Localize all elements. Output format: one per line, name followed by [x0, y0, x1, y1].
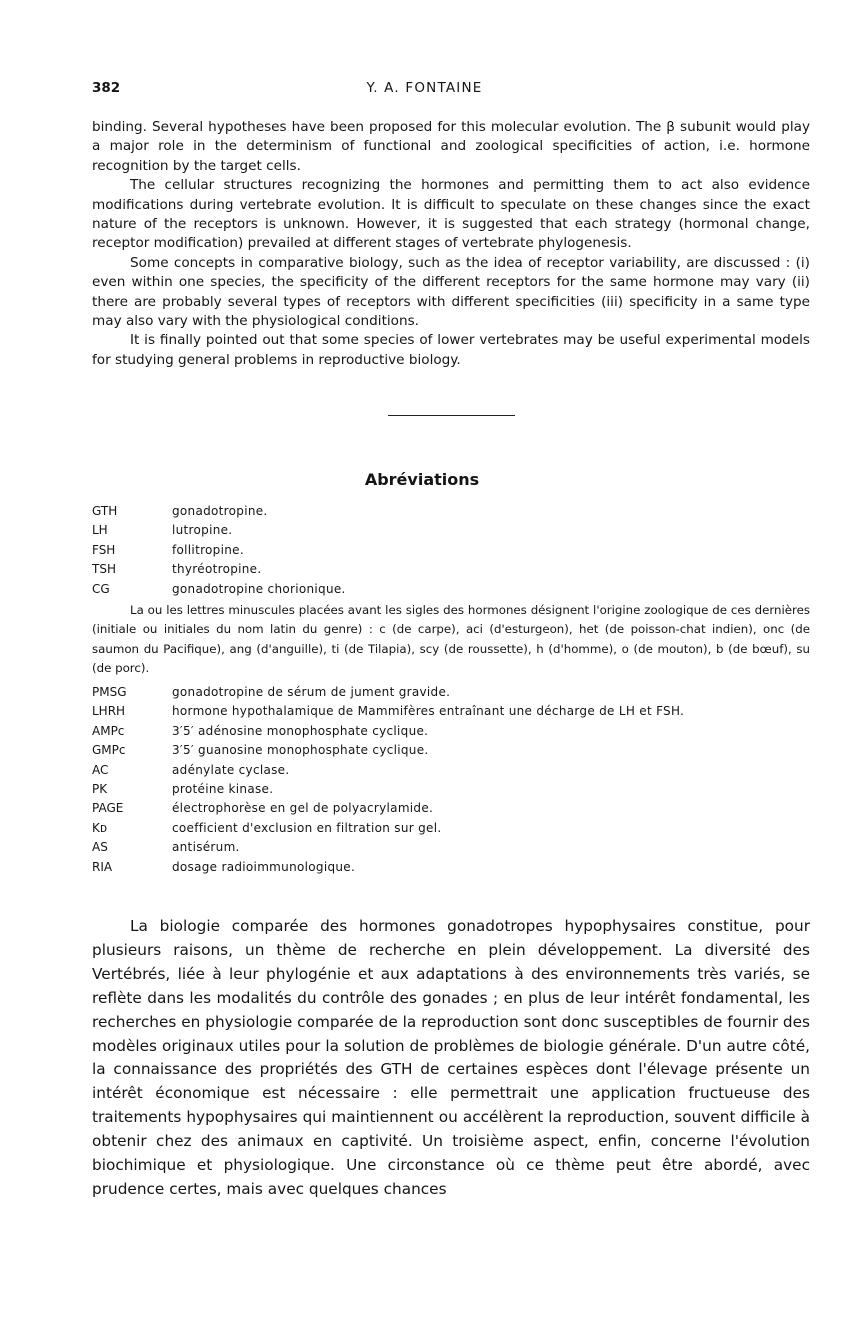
page-header — [92, 80, 757, 100]
abbreviation-list-hormones — [92, 502, 812, 599]
abbreviation-definition: gonadotropine de sérum de jument gravide. — [172, 685, 451, 699]
abbreviation-row — [92, 521, 812, 540]
abbreviation-term: LH — [92, 523, 108, 538]
abbreviation-row — [92, 780, 812, 799]
abbreviation-list-other — [92, 683, 812, 877]
abbreviation-definition: 3′5′ guanosine monophosphate cyclique. — [172, 743, 429, 758]
abbreviation-definition: antisérum. — [172, 840, 240, 855]
abbreviation-definition: 3′5′ adénosine monophosphate cyclique. — [172, 723, 429, 738]
abbreviation-row — [92, 819, 812, 838]
abbreviation-term: PMSG — [92, 685, 127, 699]
abbreviation-row — [92, 580, 812, 599]
abbreviation-term: PAGE — [92, 801, 124, 816]
abbreviation-row — [92, 838, 812, 857]
abbreviation-row — [92, 722, 812, 741]
abbreviations-heading: Abréviations — [364, 470, 480, 489]
summary-paragraph: It is finally pointed out that some species of lower vertebrates may be useful experimental models for studying general problems in reproductive biology. — [92, 332, 810, 368]
running-head: Y. A. FONTAINE — [366, 80, 483, 96]
abbreviation-definition: follitropine. — [172, 542, 244, 557]
abbreviation-term: CG — [92, 581, 110, 596]
english-summary — [92, 118, 810, 370]
abbreviation-definition: adénylate cyclase. — [172, 762, 290, 777]
abbreviation-term: Kᴅ — [92, 820, 108, 835]
abbreviation-term: AMPc — [92, 723, 125, 738]
abbreviation-row — [92, 761, 812, 780]
section-divider — [388, 415, 515, 416]
abbreviation-definition: dosage radioimmunologique. — [172, 859, 356, 874]
abbreviation-term: GTH — [92, 504, 118, 518]
abbreviation-row — [92, 702, 812, 721]
abbreviation-definition: lutropine. — [172, 523, 233, 538]
zoological-origin-note: La ou les lettres minuscules placées avant les sigles des hormones désignent l'origine zoologique de ces dernières (initiale ou initiales du nom latin du genre) : c (de carpe), aci (d'esturgeon), het (de poisson-chat indien), onc (de saumon du Pacifique), ang (d'anguille), ti (de Tilapia), scy (de roussette), h (d'homme), o (de mouton), b (de bœuf), su (de porc). — [92, 603, 810, 676]
abbreviation-definition: thyréotropine. — [172, 562, 262, 577]
abbreviation-term: FSH — [92, 542, 116, 557]
abbreviation-term: PK — [92, 781, 108, 796]
abbreviation-term: AC — [92, 762, 109, 777]
abbreviation-row — [92, 683, 812, 702]
abbreviation-term: GMPc — [92, 743, 126, 758]
abbreviation-definition: gonadotropine. — [172, 504, 268, 518]
abbreviation-row — [92, 541, 812, 560]
summary-paragraph: The cellular structures recognizing the hormones and permitting them to act also evidence modifications during vertebrate evolution. It is difficult to speculate on these changes since the exact nature of the receptors is unknown. However, it is suggested that each strategy (hormonal change, receptor modification) prevailed at different stages of vertebrate phylogenesis. — [92, 177, 810, 252]
introduction-paragraph: La biologie comparée des hormones gonadotropes hypophysaires constitue, pour plusieurs raisons, un thème de recherche en plein développement. La diversité des Vertébrés, liée à leur phylogénie et aux adaptations à des environnements très variés, se reflète dans les modalités du contrôle des gonades ; en plus de leur intérêt fondamental, les recherches en physiologie comparée de la reproduction sont donc susceptibles de fournir des modèles originaux utiles pour la solution de problèmes de biologie générale. D'un autre côté, la connaissance des propriétés des GTH de certaines espèces dont l'élevage présente un intérêt économique est nécessaire : elle permettrait une application fructueuse des traitements hypophysaires qui maintiennent ou accélèrent la reproduction, souvent difficile à obtenir chez des animaux en captivité. Un troisième aspect, enfin, concerne l'évolution biochimique et physiologique. Une circonstance où ce thème peut être abordé, avec prudence certes, mais avec quelques chances — [92, 917, 810, 1198]
summary-paragraph: binding. Several hypotheses have been proposed for this molecular evolution. The β subunit would play a major role in the determinism of functional and zoological specificities of action, i.e. hormone recognition by the target cells. — [92, 119, 810, 174]
abbreviation-definition: gonadotropine chorionique. — [172, 581, 346, 596]
abbreviation-row — [92, 799, 812, 818]
abbreviation-row — [92, 858, 812, 877]
abbreviation-definition: électrophorèse en gel de polyacrylamide. — [172, 801, 434, 816]
abbreviation-row — [92, 502, 812, 521]
abbreviation-row — [92, 560, 812, 579]
abbreviation-definition: protéine kinase. — [172, 781, 274, 796]
abbreviation-row — [92, 741, 812, 760]
abbreviation-term: RIA — [92, 859, 113, 874]
page-number: 382 — [92, 80, 121, 96]
abbreviation-term: TSH — [92, 562, 116, 577]
abbreviation-term: LHRH — [92, 704, 126, 719]
summary-paragraph: Some concepts in comparative biology, such as the idea of receptor variability, are discussed : (i) even within one species, the specificity of the different receptors for the same hormone may vary (ii) there are probably several types of receptors with different specificities (iii) specificity in a same type may also vary with the physiological conditions. — [92, 254, 810, 330]
abbreviation-definition: coefficient d'exclusion en filtration sur gel. — [172, 820, 442, 835]
abbreviation-term: AS — [92, 840, 108, 855]
abbreviation-definition: hormone hypothalamique de Mammifères entraînant une décharge de LH et FSH. — [172, 704, 685, 719]
